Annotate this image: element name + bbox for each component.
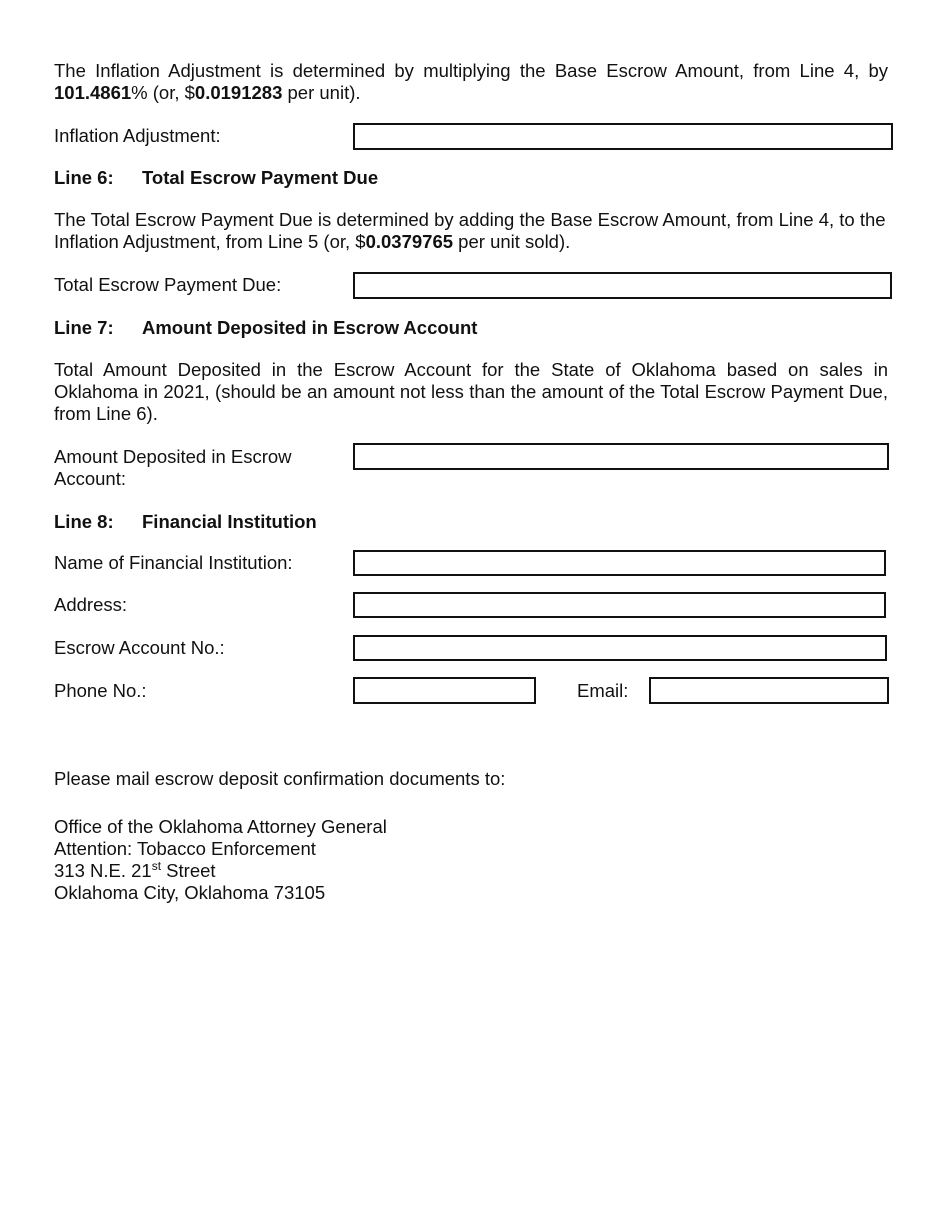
total-escrow-label: Total Escrow Payment Due: — [54, 274, 282, 295]
line-number: Line 7: — [54, 317, 114, 338]
phone-label: Phone No.: — [54, 680, 147, 701]
inflation-adjustment-description — [54, 60, 888, 104]
street-name: Street — [161, 860, 216, 881]
office-name: Office of the Oklahoma Attorney General — [54, 816, 387, 837]
amount-deposited-description: Total Amount Deposited in the Escrow Account for the State of Oklahoma based on sales in Oklahoma in 2021, (should be an amount not less than the amount of the Total Escrow Payment Due, from Line 6). — [54, 359, 888, 424]
mailing-instruction: Please mail escrow deposit confirmation documents to: — [54, 768, 506, 789]
description-text: per unit). — [282, 82, 361, 103]
line-title: Total Escrow Payment Due — [142, 167, 379, 188]
inflation-percent: 101.4861 — [54, 82, 132, 103]
total-escrow-description — [54, 209, 888, 253]
ordinal-suffix: st — [151, 858, 162, 873]
institution-name-label: Name of Financial Institution: — [54, 552, 293, 573]
line-number: Line 6: — [54, 167, 114, 188]
line-7-heading — [54, 317, 477, 339]
street-line — [54, 860, 387, 882]
city-line: Oklahoma City, Oklahoma 73105 — [54, 882, 326, 903]
inflation-per-unit: 0.0191283 — [194, 82, 283, 103]
institution-name-field[interactable] — [353, 550, 886, 576]
line-title: Amount Deposited in Escrow Account — [142, 317, 478, 338]
email-label: Email: — [577, 680, 629, 701]
description-text: % (or, $ — [131, 82, 195, 103]
phone-field[interactable] — [353, 677, 536, 704]
amount-deposited-field[interactable] — [353, 443, 889, 470]
line-number: Line 8: — [54, 511, 114, 532]
line-title: Financial Institution — [142, 511, 317, 532]
description-text: The Inflation Adjustment is determined by multiplying the Base Escrow Amount, from Line 4, by — [54, 60, 888, 81]
line-8-heading — [54, 511, 317, 533]
inflation-adjustment-label: Inflation Adjustment: — [54, 125, 221, 146]
inflation-adjustment-field[interactable] — [353, 123, 893, 150]
total-per-unit: 0.0379765 — [365, 231, 454, 252]
escrow-account-field[interactable] — [353, 635, 887, 661]
amount-deposited-label: Amount Deposited in Escrow Account: — [54, 446, 292, 489]
description-text: The Total Escrow Payment Due is determined by adding the Base Escrow Amount, from Line 4, to the Inflation Adjustment, from Line 5 (or, $ — [54, 209, 886, 252]
address-field[interactable] — [353, 592, 886, 618]
total-escrow-payment-field[interactable] — [353, 272, 892, 299]
mailing-address — [54, 816, 387, 904]
attention-line: Attention: Tobacco Enforcement — [54, 838, 316, 859]
description-text: per unit sold). — [453, 231, 571, 252]
email-field[interactable] — [649, 677, 889, 704]
street-number: 313 N.E. 21 — [54, 860, 152, 881]
address-label: Address: — [54, 594, 128, 615]
line-6-heading — [54, 167, 378, 189]
escrow-account-label: Escrow Account No.: — [54, 637, 225, 658]
